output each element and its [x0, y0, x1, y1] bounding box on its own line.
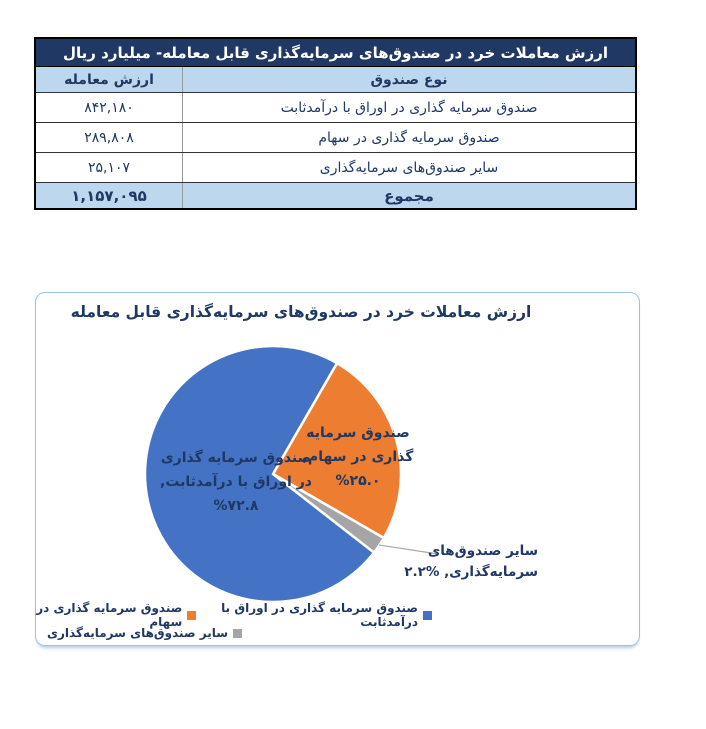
label-percent: %۷۲.۸	[213, 498, 259, 514]
label-line: گذاری در سهام,	[302, 449, 414, 465]
total-label: مجموع	[384, 186, 434, 205]
pie-chart-panel	[35, 292, 640, 646]
table-row	[36, 153, 635, 183]
legend-swatch-blue-icon	[423, 611, 432, 620]
label-line: در اوراق با درآمدثابت,	[160, 474, 312, 490]
funds-table	[34, 37, 637, 210]
table-title: ارزش معاملات خرد در صندوق‌های سرمایه‌گذاری قابل معامله- میلیارد ریال	[36, 39, 635, 67]
legend-item-equity	[36, 601, 196, 629]
trade-value-cell: ۲۵,۱۰۷	[36, 153, 183, 182]
table-row	[36, 93, 635, 123]
header-fund-type: نوع صندوق	[370, 71, 448, 88]
total-value: ۱,۱۵۷,۰۹۵	[36, 183, 183, 208]
header-trade-value: ارزش معامله	[36, 67, 183, 92]
legend-row-2	[47, 626, 242, 640]
table-header-row	[36, 67, 635, 93]
legend-swatch-gray-icon	[233, 629, 242, 638]
legend-swatch-orange-icon	[187, 611, 196, 620]
label-line: صندوق سرمایه	[306, 425, 410, 441]
trade-value-cell: ۲۸۹,۸۰۸	[36, 123, 183, 152]
label-line: سرمایه‌گذاری, %۲.۲	[404, 564, 538, 580]
label-equity-slice	[278, 421, 438, 493]
legend-item-other-funds	[47, 626, 242, 640]
label-line: صندوق سرمایه گذاری	[160, 450, 312, 466]
legend-item-fixed-income	[210, 601, 432, 629]
label-line: سایر صندوق‌های	[427, 543, 538, 559]
legend-label: سایر صندوق‌های سرمایه‌گذاری	[47, 626, 228, 640]
label-percent: %۲۵.۰	[335, 473, 381, 489]
chart-title: ارزش معاملات خرد در صندوق‌های سرمایه‌گذاری قابل معامله	[70, 303, 532, 321]
trade-value-cell: ۸۴۲,۱۸۰	[36, 93, 183, 122]
label-other-funds-slice	[393, 541, 538, 583]
table-total-row	[36, 183, 635, 208]
fund-type-cell: صندوق سرمایه گذاری در اوراق با درآمدثابت	[280, 99, 538, 116]
fund-type-cell: سایر صندوق‌های سرمایه‌گذاری	[319, 159, 499, 176]
legend-label: صندوق سرمایه گذاری در سهام	[36, 601, 183, 629]
legend-label: صندوق سرمایه گذاری در اوراق با درآمدثابت	[221, 601, 418, 629]
fund-type-cell: صندوق سرمایه گذاری در سهام	[318, 129, 500, 146]
table-row	[36, 123, 635, 153]
legend-row-1	[36, 601, 432, 629]
